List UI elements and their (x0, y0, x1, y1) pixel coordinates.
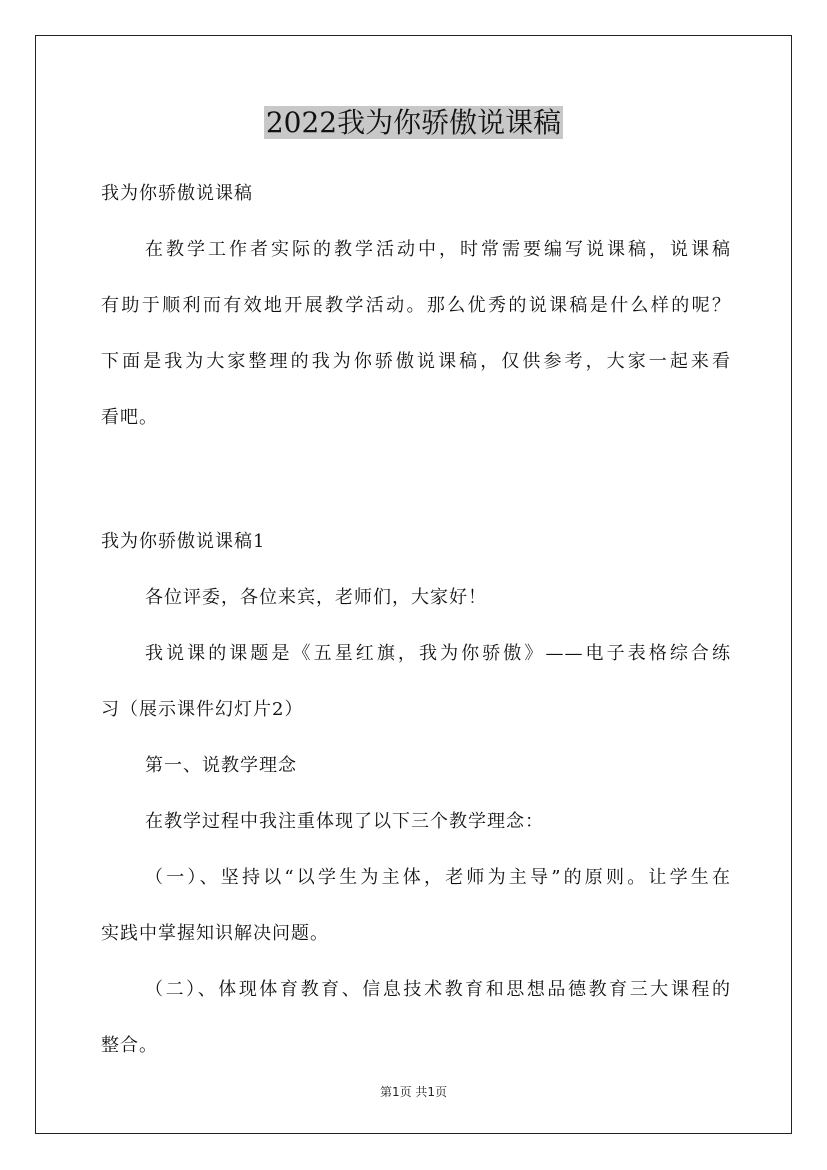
intro-line: 有助于顺利而有效地开展教学活动。那么优秀的说课稿是什么样的呢？ (101, 295, 731, 316)
point-1-line: （一）、坚持以“以学生为主体，老师为主导”的原则。让学生在 (145, 867, 731, 888)
document-subtitle: 我为你骄傲说课稿 (101, 183, 253, 204)
point-1-paragraph (101, 858, 731, 954)
document-title (0, 103, 827, 143)
topic-paragraph (101, 634, 731, 730)
section-title: 我为你骄傲说课稿1 (101, 531, 266, 552)
topic-line: 习（展示课件幻灯片2） (101, 699, 304, 720)
document-body (101, 174, 731, 1066)
point-1-line: 实践中掌握知识解决问题。 (101, 923, 329, 944)
concept-intro: 在教学过程中我注重体现了以下三个教学理念： (145, 811, 544, 832)
point-2-paragraph (101, 970, 731, 1066)
heading-teaching-philosophy: 第一、说教学理念 (145, 755, 297, 776)
greeting: 各位评委，各位来宾，老师们，大家好！ (145, 587, 487, 608)
topic-line: 我说课的课题是《五星红旗，我为你骄傲》——电子表格综合练 (145, 643, 731, 664)
intro-line: 在教学工作者实际的教学活动中，时常需要编写说课稿，说课稿 (145, 239, 731, 260)
intro-line: 看吧。 (101, 407, 158, 428)
document-title-text: 2022我为你骄傲说课稿 (265, 106, 562, 139)
intro-paragraph (101, 230, 731, 438)
intro-line: 下面是我为大家整理的我为你骄傲说课稿，仅供参考，大家一起来看 (101, 351, 731, 372)
page-footer: 第1页 共1页 (379, 1085, 448, 1099)
point-2-line: （二）、体现体育教育、信息技术教育和思想品德教育三大课程的 (145, 979, 731, 1000)
point-2-line: 整合。 (101, 1035, 158, 1056)
